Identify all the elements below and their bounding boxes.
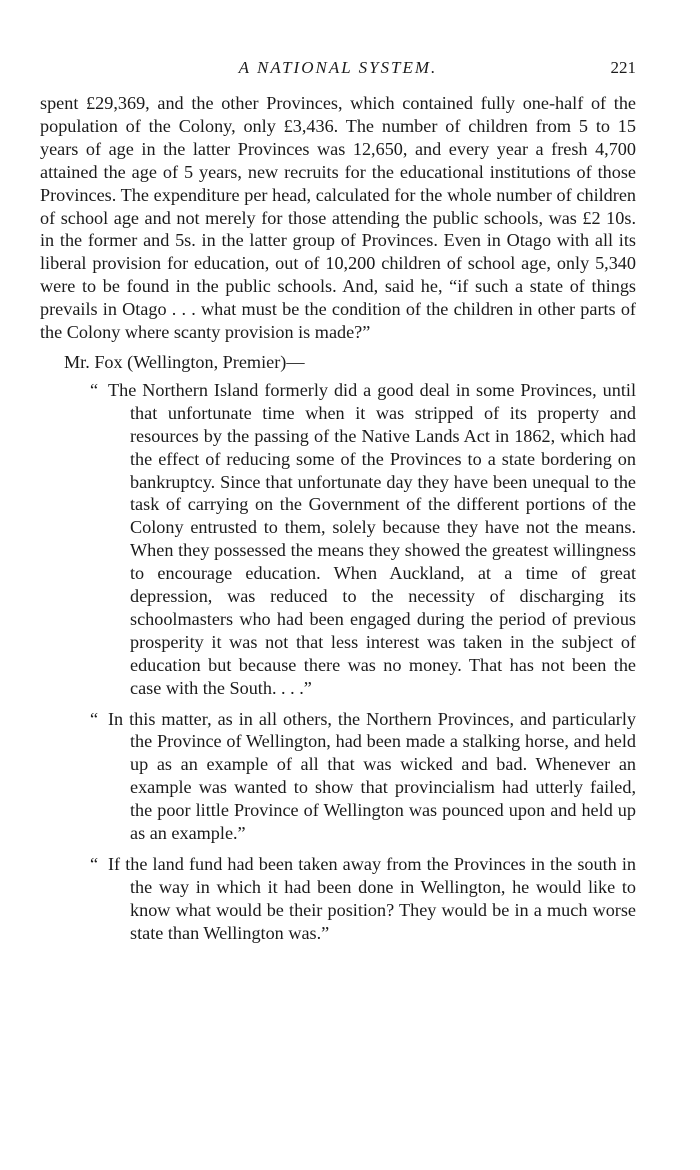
open-quote-mark: “ — [90, 379, 99, 400]
opening-paragraph: spent £29,369, and the other Provinces, which contained fully one-half of the population of the Colony, only £3,436. The number of children from 5 to 15 years of age in the latter Provinces was 12,650, and every year a fresh 4,700 attained the age of 5 years, new recruits for the educational institutions of those Provinces. The expenditure per head, calculated for the whole number of children of school age and not merely for those attending the public schools, was £2 10s. in the former and 5s. in the latter group of Provinces. Even in Otago with all its liberal provision for education, out of 10,200 children of school age, only 5,340 were to be found in the public schools. And, said he, “if such a state of things prevails in Otago . . . what must be the condition of the children in other parts of the Colony where scanty provision is made?” — [40, 93, 636, 343]
quote-text: If the land fund had been taken away from the Provinces in the south in the way in which it had been done in Wellington, he would like to know what would be their position? They would be in a much worse state than Wellington was.” — [108, 854, 636, 943]
page-number: 221 — [610, 58, 636, 77]
book-page — [40, 58, 636, 953]
running-head — [40, 58, 636, 82]
running-title: A NATIONAL SYSTEM. — [238, 58, 438, 77]
quote-text: In this matter, as in all others, the Northern Provinces, and particularly the Province of Wellington, had been made a stalking horse, and held up as an example of all that was wicked and bad. Whenever an example was wanted to show that provincialism had utterly failed, the poor little Province of Wellington was pounced upon and held up as an example.” — [108, 708, 636, 844]
quote-text: The Northern Island formerly did a good deal in some Provinces, until that unfortunate time when it was stripped of its property and resources by the passing of the Native Lands Act in 1862, which had the effect of reducing some of the Provinces to a state bordering on bankruptcy. Since that unfortunate day they have been unequal to the task of carrying on the Government of the different portions of the Colony entrusted to them, solely because they have not the means. When they possessed the means they showed the greatest willingness to encourage education. When Auckland, at a time of great depression, was reduced to the necessity of discharging its schoolmasters who had been engaged during the period of previous prosperity it was not that less interest was taken in the subject of education but because there was no money. That has not been the case with the South. . . .” — [108, 379, 636, 698]
speaker-attribution: Mr. Fox (Wellington, Premier)— — [64, 351, 305, 372]
quote-paragraph — [90, 708, 636, 845]
quote-paragraph — [90, 853, 636, 945]
open-quote-mark: “ — [90, 854, 99, 874]
open-quote-mark: “ — [90, 708, 99, 729]
quote-paragraph — [90, 379, 636, 700]
